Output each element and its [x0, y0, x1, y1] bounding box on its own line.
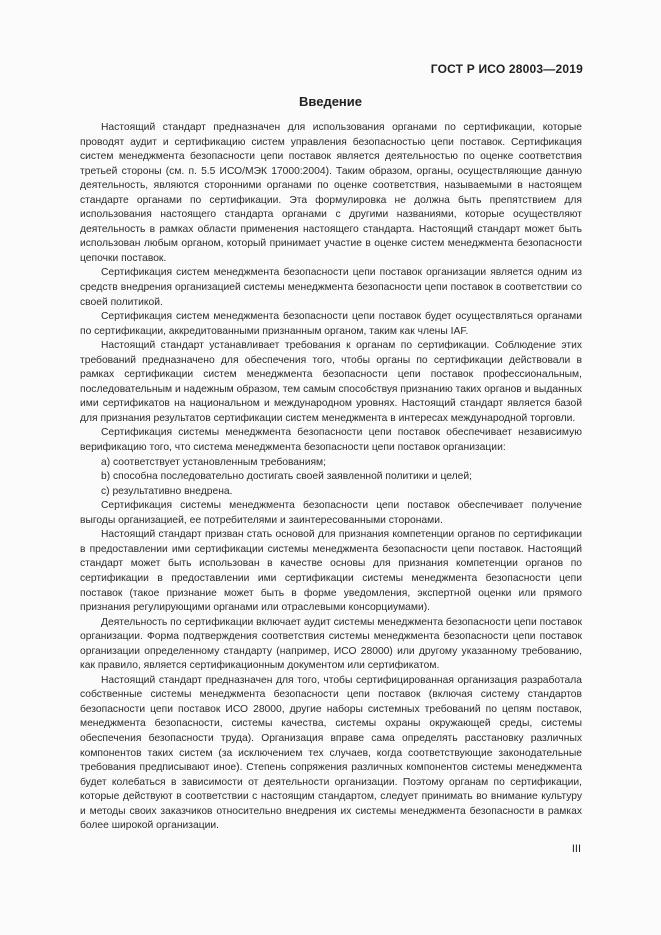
paragraph: Настоящий стандарт предназначен для того, чтобы сертифицированная организация разработала собственные системы менеджмента безопасности цепи поставок (включая систему стандартов безопасности цепи поставок ИСО 28000, другие наборы системных требований по цепям поставок, менеджмента безопасности, системы качества, системы охраны окружающей среды, системы обеспечения безопасности труда). Организация вправе сама определять расстановку различных компонентов таких систем (за исключением тех случаев, когда соответствующие законодательные требования предписывают иное). Степень сопряжения различных компонентов системы менеджмента будет колебаться в зависимости от деятельности организации. Поэтому органам по сертификации, которые действуют в соответствии с настоящим стандартом, следует принимать во внимание культуру и методы своих заказчиков относительно внедрения их системы менеджмента безопасности в рамках более широкой организации.	[80, 674, 582, 832]
paragraph: Настоящий стандарт предназначен для использования органами по сертификации, которые проводят аудит и сертификацию систем управления безопасностью цепи поставок. Сертификация систем менеджмента безопасности цепи поставок является деятельностью по оценке соответствия третьей стороны (см. п. 5.5 ИСО/МЭК 17000:2004). Таким образом, органы, осуществляющие данную деятельность, являются сторонними органами по оценке соответствия, называемыми в настоящем стандарте органами по сертификации. Эта формулировка не должна быть препятствием для использования настоящего стандарта органами с другими названиями, которые осуществляют деятельность в рамках области применения настоящего стандарта. Настоящий стандарт может быть использован любым органом, который принимает участие в оценке систем менеджмента безопасности цепочки поставок.	[80, 122, 582, 264]
paragraph: Настоящий стандарт устанавливает требования к органам по сертификации. Соблюдение этих требований предназначено для обеспечения того, чтобы органы по сертификации действовали в рамках сертификации систем менеджмента безопасности цепи поставок профессиональным, последовательным и надежным образом, тем самым способствуя признанию таких органов и выданных ими сертификатов на национальном и международном уровнях. Настоящий стандарт является базой для признания результатов сертификации систем менеджмента в интересах международной торговли.	[80, 340, 582, 424]
paragraph: Деятельность по сертификации включает аудит системы менеджмента безопасности цепи поставок организации. Форма подтверждения соответствия системы менеджмента безопасности цепи поставок организации определенному стандарту (например, ИСО 28000) или другому указанному требованию, как правило, является сертификационным документом или сертификатом.	[80, 616, 582, 672]
section-title: Введение	[299, 94, 362, 109]
page-number: III	[571, 843, 581, 855]
paragraph: Сертификация системы менеджмента безопасности цепи поставок обеспечивает получение выгоды организацией, ее потребителями и заинтересованными сторонами.	[80, 500, 582, 526]
list-item: c) результативно внедрена.	[101, 485, 233, 497]
list-item: b) способна последовательно достигать своей заявленной политики и целей;	[101, 471, 472, 483]
list-item: a) соответствует установленным требованиям;	[101, 456, 326, 468]
paragraph: Сертификация систем менеджмента безопасности цепи поставок организации является одним из средств внедрения организацией системы менеджмента безопасности цепи поставок в соответствии со своей политикой.	[80, 267, 582, 308]
standard-code: ГОСТ Р ИСО 28003—2019	[430, 62, 583, 76]
section-body	[80, 121, 582, 834]
paragraph: Настоящий стандарт призван стать основой для признания компетенции органов по сертификации в предоставлении ими сертификации системы менеджмента безопасности цепи поставок. Настоящий стандарт может быть использован в качестве основы для признания компетенции органов по сертификации в предоставлении ими сертификации системы менеджмента безопасности цепи поставок (такое признание может быть в форме уведомления, экспертной оценки или прямого признания регулирующими органами или отраслевыми консорциумами).	[80, 529, 582, 614]
paragraph: Сертификация систем менеджмента безопасности цепи поставок будет осуществляться органами по сертификации, аккредитованными признанным органом, таким как члены IAF.	[80, 311, 582, 337]
paragraph: Сертификация системы менеджмента безопасности цепи поставок обеспечивает независимую верификацию того, что система менеджмента безопасности цепи поставок организации:	[80, 427, 582, 454]
